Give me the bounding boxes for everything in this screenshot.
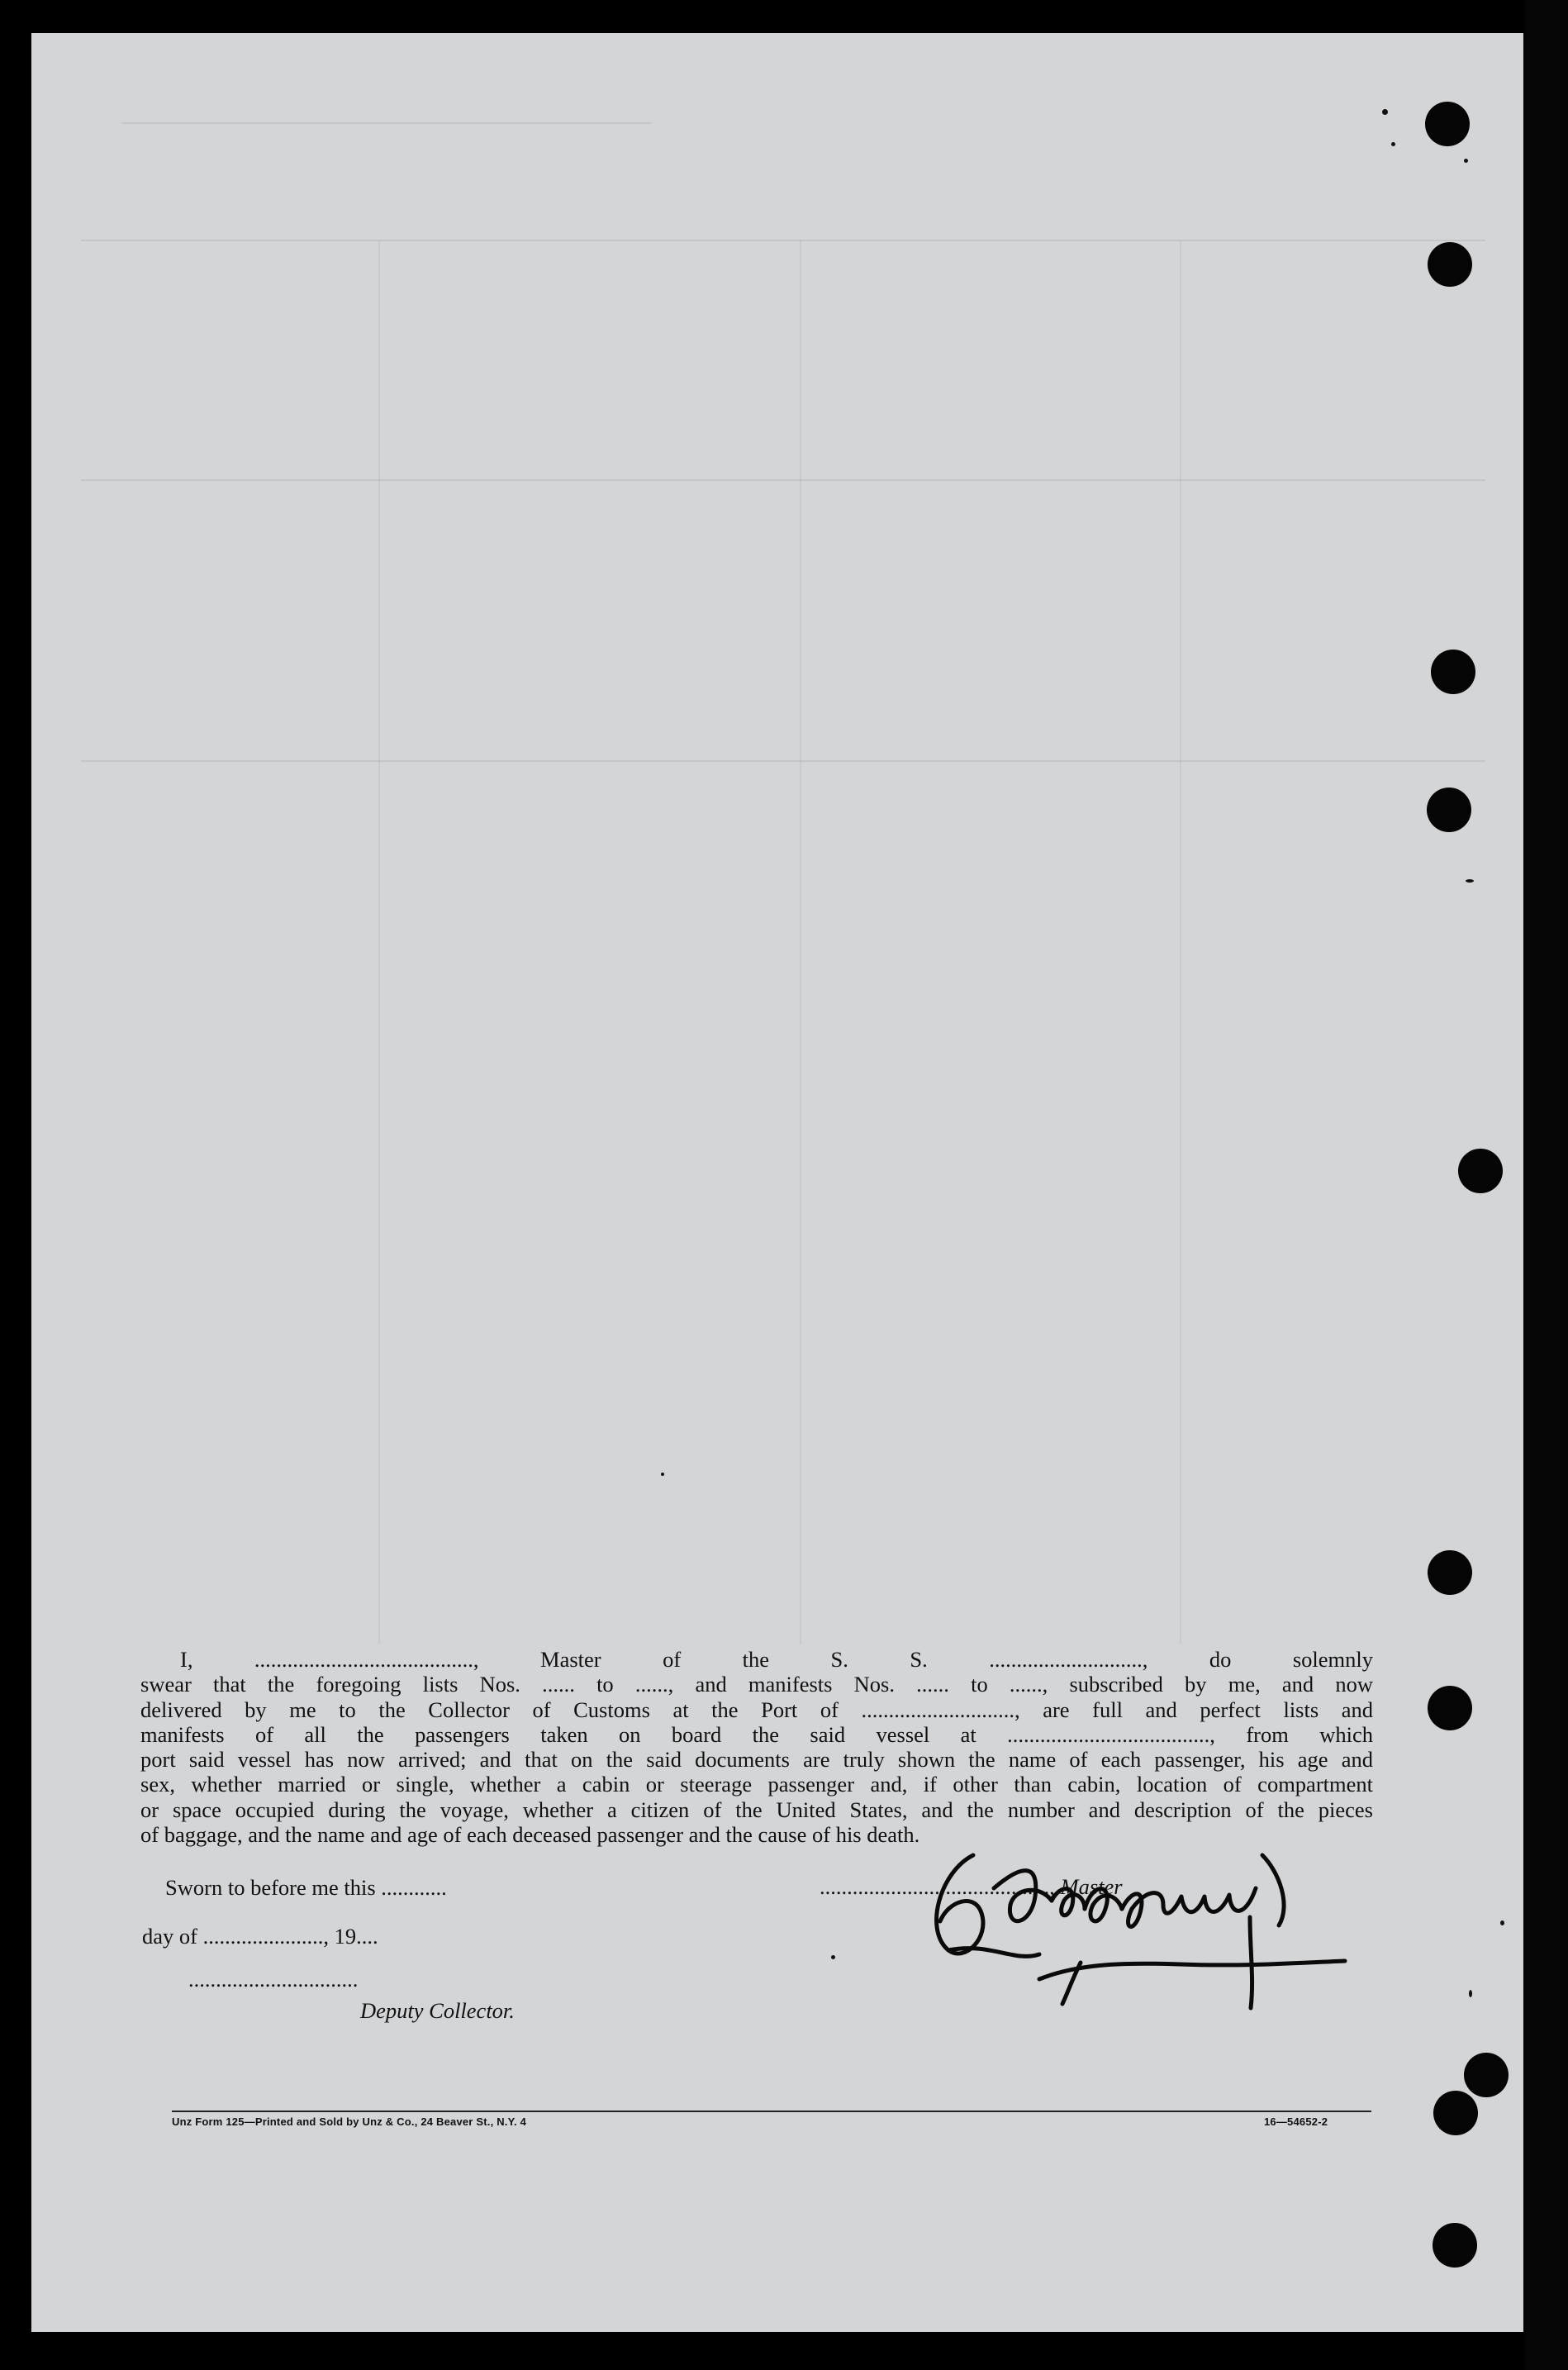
oath-line: manifests of all the passengers taken on board the said vessel at ....................................., from which <box>140 1721 1373 1747</box>
sworn-label: Sworn to before me this <box>165 1875 376 1900</box>
sworn-line <box>165 1875 447 1901</box>
footer-form-number: 16—54652-2 <box>1264 2115 1328 2128</box>
bleed-through-line <box>81 760 1485 762</box>
punch-hole <box>1458 1149 1503 1193</box>
bleed-through-line <box>81 240 1485 241</box>
bleed-through-line <box>800 240 801 1644</box>
footer-rule <box>172 2111 1371 2112</box>
oath-line: port said vessel has now arrived; and that on the said documents are truly shown the name of each passenger, his age and <box>140 1747 1373 1773</box>
day-of-field: ......................, 19.... <box>202 1924 378 1949</box>
ink-speck <box>661 1473 664 1476</box>
punch-hole <box>1464 2053 1509 2097</box>
bleed-through-line <box>122 122 651 124</box>
day-of-label: day of <box>142 1924 197 1949</box>
bleed-through-line <box>1180 240 1181 1644</box>
oath-line: swear that the foregoing lists Nos. ...... to ......, and manifests Nos. ...... to ......, subscribed by me, and now <box>140 1672 1373 1697</box>
oath-line: of baggage, and the name and age of each deceased passenger and the cause of his death. <box>140 1822 920 1848</box>
deputy-collector-signature-line <box>188 1967 358 1992</box>
ink-speck <box>1382 109 1388 115</box>
binding-edge <box>1524 0 1568 2370</box>
ink-speck <box>1464 159 1468 163</box>
oath-line: delivered by me to the Collector of Customs at the Port of ............................, are full and perfect lists and <box>140 1697 1373 1722</box>
oath-line: I, ........................................, Master of the S. S. ............................, do solemnly <box>180 1647 1373 1672</box>
oath-line: sex, whether married or single, whether a cabin or steerage passenger and, if other than cabin, location of compartment <box>140 1772 1373 1797</box>
bleed-through-line <box>81 479 1485 481</box>
master-signature-field: .........................................., <box>820 1874 1055 1899</box>
punch-hole <box>1427 788 1471 832</box>
deputy-collector-field: ............................... <box>188 1967 359 1992</box>
ink-speck <box>1469 1990 1472 1997</box>
deputy-collector-label: Deputy Collector. <box>360 1998 515 2023</box>
punch-hole <box>1428 242 1472 287</box>
punch-hole <box>1425 102 1470 146</box>
ink-speck <box>1500 1920 1504 1925</box>
punch-hole <box>1428 1686 1472 1730</box>
ink-speck <box>1391 142 1395 146</box>
bleed-through-line <box>378 240 380 1644</box>
punch-hole <box>1433 2091 1478 2135</box>
footer-printer-imprint: Unz Form 125—Printed and Sold by Unz & Co., 24 Beaver St., N.Y. 4 <box>172 2115 527 2128</box>
master-oath-paragraph <box>140 1647 1373 1847</box>
ink-speck <box>1466 879 1474 883</box>
master-handwritten-signature <box>915 1839 1378 2012</box>
manifest-page <box>31 33 1523 2332</box>
master-label: Master <box>1060 1874 1123 1899</box>
punch-hole <box>1431 650 1475 694</box>
oath-line: or space occupied during the voyage, whether a citizen of the United States, and the number and description of the pieces <box>140 1797 1373 1822</box>
day-of-line <box>142 1924 378 1949</box>
ink-speck <box>831 1955 835 1959</box>
punch-hole <box>1433 2223 1477 2268</box>
sworn-date-field: ............ <box>381 1875 447 1900</box>
punch-hole <box>1428 1550 1472 1595</box>
